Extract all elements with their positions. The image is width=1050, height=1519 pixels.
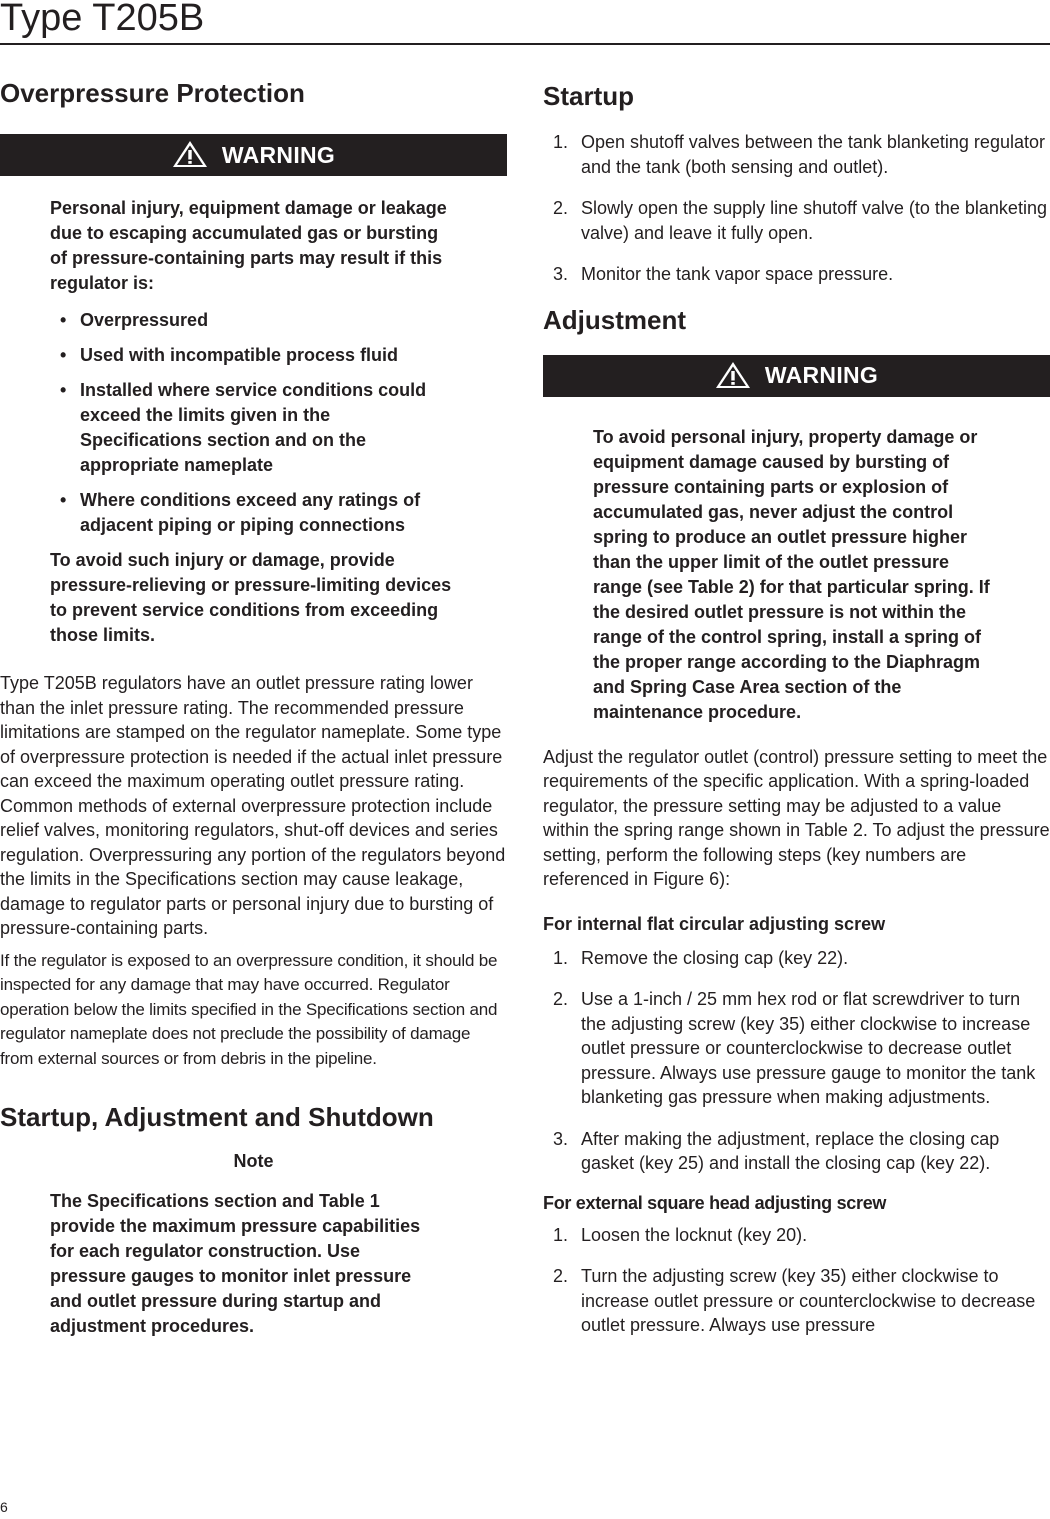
note-text: The Specifications section and Table 1 provide the maximum pressure capabilities for each regulator construction. Use pressure gauges to monitor inlet pressure and outlet pressure during startup and adjustment procedures.: [50, 1191, 421, 1336]
warning-banner: [543, 355, 1050, 397]
header-rule: [0, 43, 1050, 45]
list-item: [543, 987, 1050, 1110]
step-text: Turn the adjusting screw (key 35) either clockwise to increase outlet pressure or counterclockwise to decrease outlet pressure. Always use pressure: [581, 1266, 1036, 1335]
startup-steps: [543, 130, 1050, 287]
list-item: [543, 946, 1050, 971]
step-text: Loosen the locknut (key 20).: [581, 1224, 808, 1245]
overpressure-heading: Overpressure Protection: [0, 78, 305, 108]
step-text: Slowly open the supply line shutoff valve (to the blanketing valve) and leave it fully open.: [581, 198, 1047, 243]
step-text: Open shutoff valves between the tank blanketing regulator and the tank (both sensing and outlet).: [581, 132, 1045, 177]
adjust-paragraph: Adjust the regulator outlet (control) pressure setting to meet the requirements of the specific application. With a spring-loaded regulator, the pressure setting may be adjusted to a value within the spring range shown in Table 2. To adjust the pressure setting, perform the following steps (key numbers are referenced in Figure 6):: [543, 746, 1050, 889]
warning-body: [543, 425, 1050, 725]
warning-triangle-icon: [715, 361, 751, 391]
internal-steps: [543, 946, 1050, 1176]
step-number: 1.: [553, 947, 569, 968]
step-number: 3.: [553, 264, 569, 284]
internal-screw-heading: For internal flat circular adjusting screw: [543, 913, 886, 934]
warning-label: WARNING: [221, 141, 336, 168]
warning-text: To avoid personal injury, property damage or equipment damage caused by bursting of pressure containing parts or explosion of accumulated gas, never adjust the control spring to produce an outlet pressure higher than the upper limit of the outlet pressure range (see Table 2) for that particular spring. If the desired outlet pressure is not within the range of the control spring, install a spring of the proper range according to the Diaphragm and Spring Case Area section of the maintenance procedure.: [593, 426, 990, 722]
step-number: 1.: [553, 132, 569, 152]
list-item: [543, 196, 1050, 245]
warning-triangle-icon: [172, 140, 208, 170]
left-column: [0, 72, 507, 1339]
step-text: Monitor the tank vapor space pressure.: [581, 264, 894, 284]
warning-bullet: • Used with incompatible process fluid: [50, 343, 457, 368]
warning-intro: Personal injury, equipment damage or leakage due to escaping accumulated gas or bursting of pressure-containing parts may result if this regulator is:: [50, 198, 447, 293]
list-item: [543, 1264, 1050, 1338]
adjustment-heading: Adjustment: [543, 304, 686, 335]
list-item: [543, 130, 1050, 179]
warning-bullet: • Overpressured: [50, 308, 457, 333]
warning-banner: [0, 134, 507, 176]
startup-heading: Startup: [543, 81, 634, 111]
list-item: [543, 1127, 1050, 1176]
warning-outro: To avoid such injury or damage, provide pressure-relieving or pressure-limiting devices to prevent service conditions from exceeding those limits.: [50, 550, 452, 645]
overpressure-paragraph-1: Type T205B regulators have an outlet pressure rating lower than the inlet pressure rating. The recommended pressure limitations are stamped on the regulator nameplate. Some type of overpressure protection is needed if the actual inlet pressure can exceed the maximum operating outlet pressure rating. Common methods of external overpressure protection include relief valves, monitoring regulators, shut-off devices and series regulation. Overpressuring any portion of the regulators beyond the limits in the Specifications section may cause leakage, damage to regulator parts or personal injury due to bursting of pressure-containing parts.: [0, 673, 506, 938]
list-item: [543, 262, 1050, 287]
warning-body: [0, 196, 507, 648]
step-text: After making the adjustment, replace the closing cap gasket (key 25) and install the closing cap (key 22).: [581, 1128, 1000, 1173]
page-number: 6: [0, 1499, 8, 1515]
warning-bullet: • Where conditions exceed any ratings of adjacent piping or piping connections: [50, 488, 457, 538]
page-title: Type T205B: [0, 0, 205, 39]
external-steps: [543, 1223, 1050, 1338]
list-item: [543, 1223, 1050, 1248]
right-column: [543, 72, 1050, 1355]
external-screw-heading: For external square head adjusting screw: [543, 1192, 887, 1213]
warning-label: WARNING: [764, 362, 879, 388]
step-number: 2.: [553, 1266, 569, 1286]
step-number: 1.: [553, 1224, 569, 1245]
note-body: [0, 1189, 507, 1339]
overpressure-paragraph-2: If the regulator is exposed to an overpressure condition, it should be inspected for any damage that may have occurred. Regulator operation below the limits specified in the Specifications section and regulator nameplate does not preclude the possibility of damage from external sources or from debris in the pipeline.: [0, 950, 498, 1068]
warning-bullet: • Installed where service conditions could exceed the limits given in the Specifications section and on the appropriate nameplate: [50, 378, 457, 478]
step-text: Remove the closing cap (key 22).: [581, 947, 849, 968]
step-number: 2.: [553, 989, 569, 1009]
startup-adjustment-shutdown-heading: Startup, Adjustment and Shutdown: [0, 1102, 434, 1132]
step-number: 2.: [553, 198, 569, 218]
step-text: Use a 1-inch / 25 mm hex rod or flat screwdriver to turn the adjusting screw (key 35) either clockwise to increase outlet pressure or counterclockwise to decrease outlet pressure. Always use pressure gauge to monitor the tank blanketing gas pressure when making adjustments.: [581, 989, 1036, 1107]
warning-bullet-list: [50, 308, 457, 538]
step-number: 3.: [553, 1128, 569, 1149]
note-title: Note: [233, 1151, 274, 1171]
